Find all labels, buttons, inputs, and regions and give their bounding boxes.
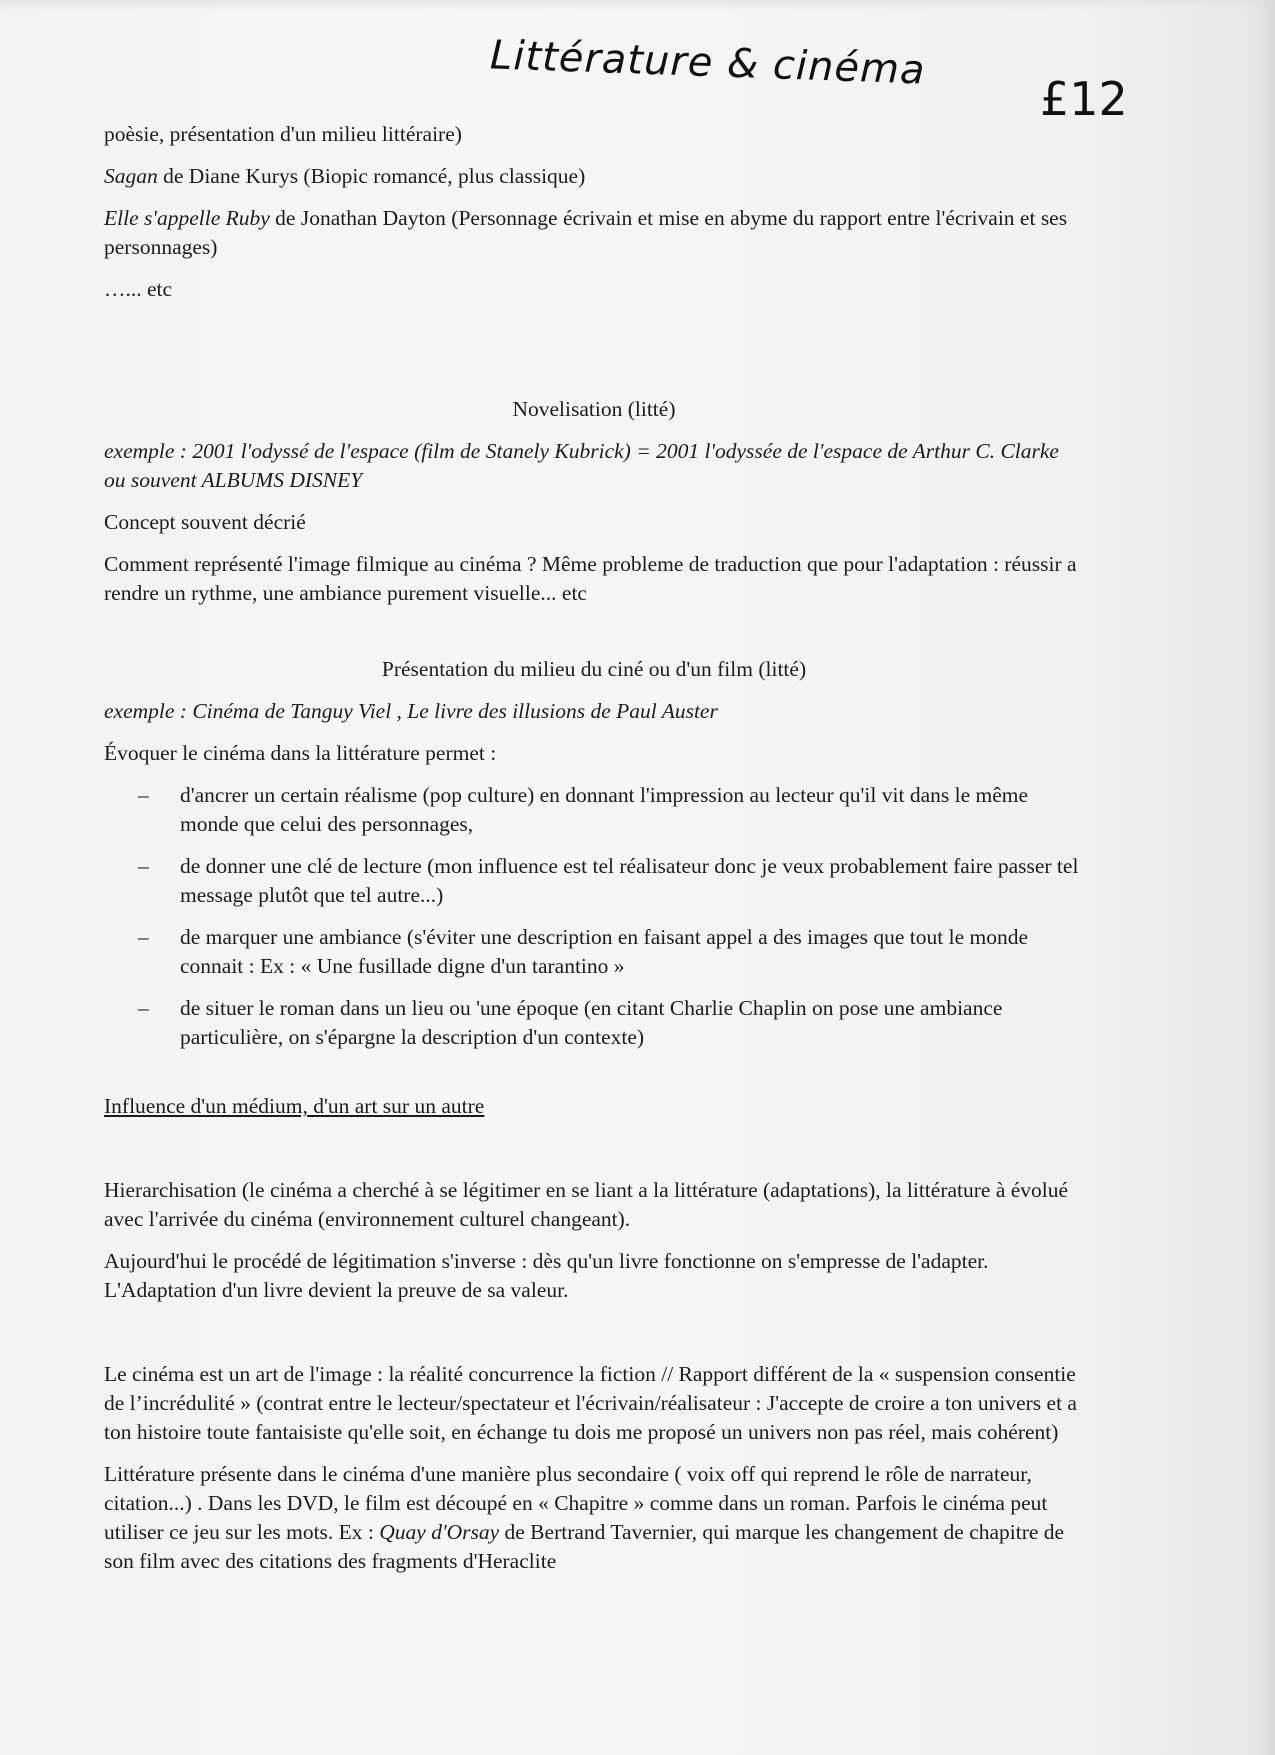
- handwritten-page-number: £12: [1040, 72, 1128, 126]
- sagan-desc: de Diane Kurys (Biopic romancé, plus classique): [157, 164, 586, 188]
- presentation-list: [104, 781, 1084, 1052]
- influence-p1: Hierarchisation (le cinéma a cherché à se légitimer en se liant a la littérature (adaptations), la littérature à évolué avec l'arrivée du cinéma (environnement culturel changeant).: [104, 1178, 1069, 1231]
- list-item: – d'ancrer un certain réalisme (pop culture) en donnant l'impression au lecteur qu'il vit dans le même monde que celui des personnages,: [104, 781, 1084, 839]
- etc-line: …... etc: [104, 277, 173, 301]
- spacer: [104, 1066, 1084, 1092]
- influence-p3: Le cinéma est un art de l'image : la réalité concurrence la fiction // Rapport différent de la « suspension consentie de l’incrédulité » (contrat entre le lecteur/spectateur et l'écrivain/réalisateur : J'accepte de croire a ton univers et a ton histoire toute fantaisiste qu'elle soit, en échange tu dois me proposé un univers non pas réel, mais cohérent): [104, 1362, 1077, 1444]
- spacer: [104, 1318, 1084, 1360]
- presentation-example: [104, 697, 1084, 726]
- influence-p4: [104, 1460, 1084, 1576]
- ruby-entry: [104, 204, 1084, 262]
- influence-p2: Aujourd'hui le procédé de légitimation s'inverse : dès qu'un livre fonctionne on s'empresse de l'adapter. L'Adaptation d'un livre devient la preuve de sa valeur.: [104, 1249, 989, 1302]
- spacer: [104, 317, 1084, 395]
- novelisation-example-text: exemple : 2001 l'odyssé de l'espace (film de Stanely Kubrick) = 2001 l'odyssée de l'espace de Arthur C. Clarke ou souvent ALBUMS DISNEY: [104, 439, 1059, 492]
- list-item: – de situer le roman dans un lieu ou 'une époque (en citant Charlie Chaplin on pose une ambiance particulière, on s'épargne la description d'un contexte): [104, 994, 1084, 1052]
- ruby-desc: de Jonathan Dayton (Personnage écrivain et mise en abyme du rapport entre l'écrivain et ses personnages): [104, 206, 1068, 259]
- influence-heading: Influence d'un médium, d'un art sur un autre: [104, 1094, 485, 1118]
- list-item: – de marquer une ambiance (s'éviter une description en faisant appel a des images que tout le monde connait : Ex : « Une fusillade digne d'un tarantino »: [104, 923, 1084, 981]
- page-right-edge: [1253, 0, 1275, 1755]
- page-top-edge: [0, 0, 1275, 10]
- novelisation-p2: Comment représenté l'image filmique au cinéma ? Même probleme de traduction que pour l'adaptation : réussir a rendre un rythme, une ambiance purement visuelle... etc: [104, 552, 1077, 605]
- presentation-intro: Évoquer le cinéma dans la littérature permet :: [104, 741, 497, 765]
- influence-p4-rest: de Bertrand Tavernier, qui marque les changement de chapitre de son film avec des citations des fragments d'Heraclite: [104, 1520, 1065, 1573]
- sagan-title: Sagan: [104, 164, 158, 188]
- list-item: – de donner une clé de lecture (mon influence est tel réalisateur donc je veux probablement faire passer tel message plutôt que tel autre...): [104, 852, 1084, 910]
- ruby-title: Elle s'appelle Ruby: [104, 206, 270, 230]
- sagan-entry: [104, 162, 1084, 191]
- influence-p4-text: Littérature présente dans le cinéma d'une manière plus secondaire ( voix off qui reprend le rôle de narrateur, citation...) . Dans les DVD, le film est découpé en « Chapitre » comme dans un roman. Parfois le cinéma peut utiliser ce jeu sur les mots. Ex :: [104, 1462, 1048, 1544]
- spacer: [104, 1134, 1084, 1176]
- novelisation-example: [104, 437, 1084, 495]
- novelisation-heading: Novelisation (litté): [512, 397, 676, 421]
- handwritten-title: Littérature & cinéma: [489, 32, 927, 94]
- spacer: [104, 621, 1084, 655]
- presentation-heading: Présentation du milieu du ciné ou d'un film (litté): [381, 657, 807, 681]
- film-title: Quay d'Orsay: [379, 1520, 500, 1544]
- presentation-example-text: exemple : Cinéma de Tanguy Viel , Le livre des illusions de Paul Auster: [104, 699, 718, 723]
- intro-line: poèsie, présentation d'un milieu littéraire): [104, 122, 462, 146]
- document-body: [104, 120, 1084, 1589]
- novelisation-p1: Concept souvent décrié: [104, 510, 306, 534]
